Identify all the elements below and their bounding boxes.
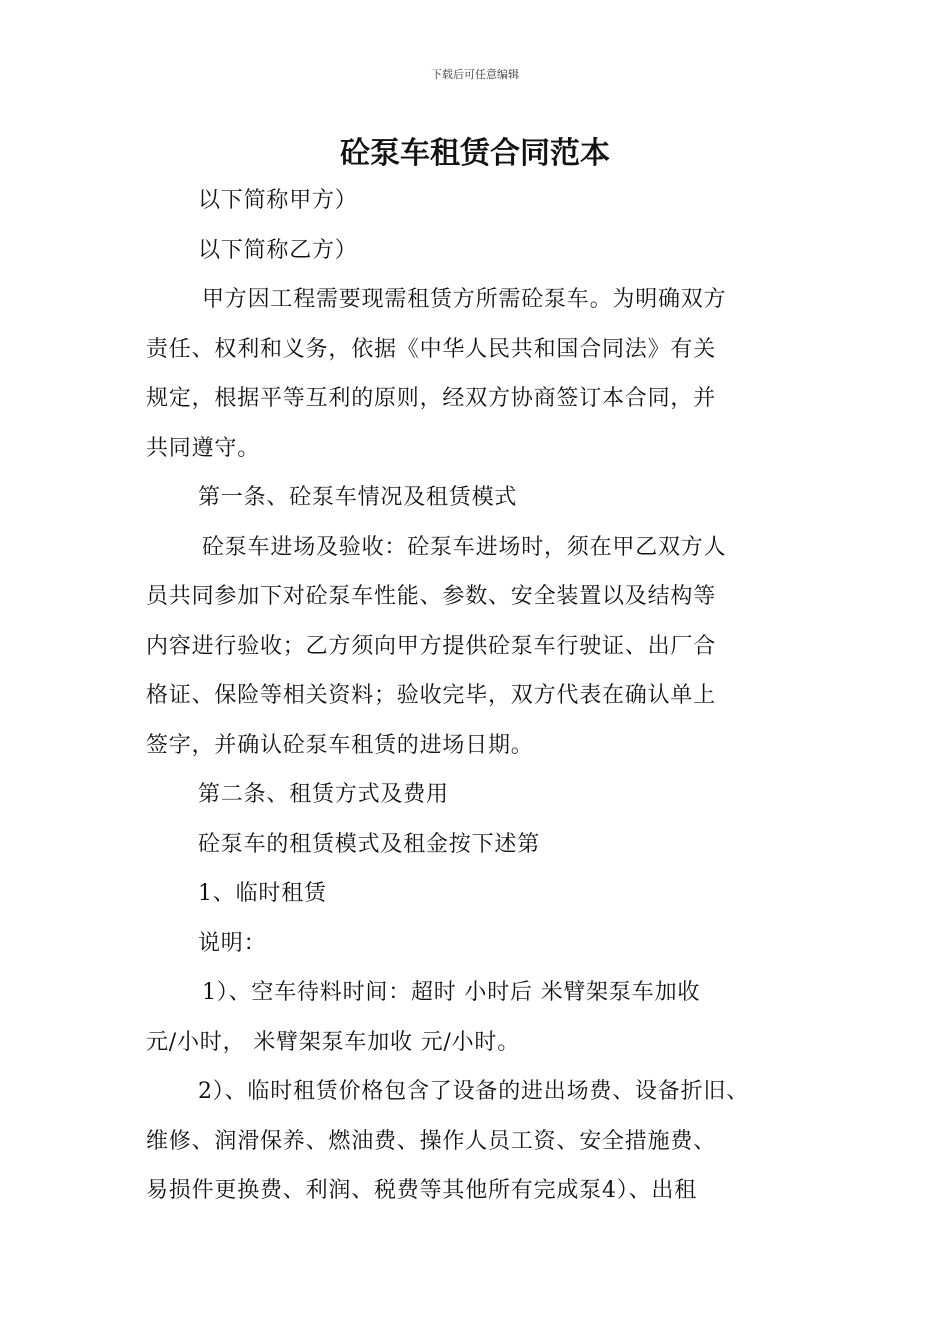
header-note: 下载后可任意编辑 (431, 68, 519, 81)
list-item: 1、临时租赁 (198, 881, 327, 906)
paragraph-line: 易损件更换费、利润、税费等其他所有完成泵4）、出租 (146, 1178, 697, 1203)
list-item: 2）、临时租赁价格包含了设备的进出场费、设备折旧、 (198, 1079, 749, 1104)
paragraph-line: 格证、保险等相关资料；验收完毕，双方代表在确认单上 (146, 683, 717, 708)
list-item: 1）、空车待料时间：超时 小时后 米臂架泵车加收 (202, 980, 701, 1005)
paragraph-line: 内容进行验收；乙方须向甲方提供砼泵车行驶证、出厂合 (146, 633, 717, 659)
document-title: 砼泵车租赁合同范本 (340, 136, 610, 171)
article-heading: 第一条、砼泵车情况及租赁模式 (198, 485, 518, 510)
paragraph-line: 元/小时， 米臂架泵车加收 元/小时。 (146, 1029, 521, 1055)
paragraph-line: 共同遵守。 (146, 435, 261, 461)
party-b-line: 以下简称乙方） (198, 237, 358, 263)
paragraph-line: 砼泵车的租赁模式及租金按下述第 (198, 831, 541, 857)
paragraph-line: 甲方因工程需要现需租赁方所需砼泵车。为明确双方 (202, 287, 727, 312)
paragraph-line: 砼泵车进场及验收：砼泵车进场时，须在甲乙双方人 (202, 534, 727, 560)
paragraph-line: 规定，根据平等互利的原则，经双方协商签订本合同，并 (146, 386, 717, 411)
paragraph-line: 员共同参加下对砼泵车性能、参数、安全装置以及结构等 (146, 584, 717, 609)
party-a-line: 以下简称甲方） (198, 188, 358, 213)
paragraph-line: 说明： (198, 930, 267, 956)
paragraph-line: 签字，并确认砼泵车租赁的进场日期。 (146, 732, 534, 758)
article-heading: 第二条、租赁方式及费用 (198, 782, 449, 807)
paragraph-line: 维修、润滑保养、燃油费、操作人员工资、安全措施费、 (146, 1128, 717, 1154)
paragraph-line: 责任、权利和义务，依据《中华人民共和国合同法》有关 (146, 336, 717, 362)
document-body (146, 176, 826, 1216)
